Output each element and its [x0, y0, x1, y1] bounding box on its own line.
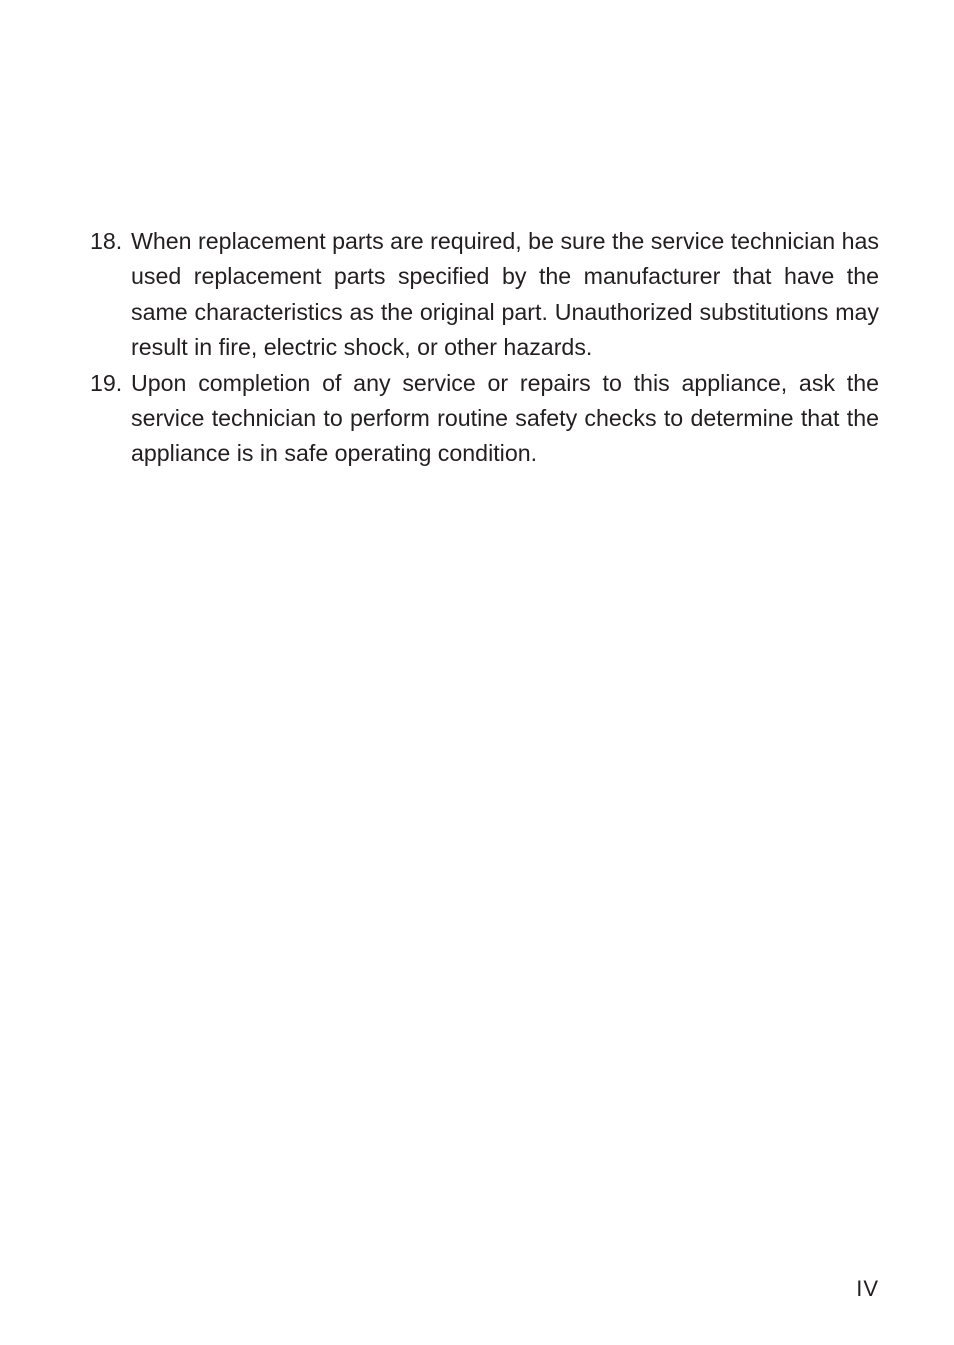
safety-instructions-list — [90, 224, 879, 472]
page-number: IV — [856, 1276, 879, 1301]
item-number: 18. — [90, 228, 123, 254]
item-text: When replacement parts are required, be sure the service technician has used replacement parts specified by the manufacturer that have the same characteristics as the original part. Unauthorized substitutions may result in fire, electric shock, or other hazards. — [131, 228, 879, 361]
list-item-18 — [90, 224, 879, 366]
item-number: 19. — [90, 369, 123, 396]
list-item-19 — [90, 366, 879, 472]
item-text: Upon completion of any service or repairs to this appliance, ask the service technician to perform routine safety checks to determine that the appliance is in safe operating condition. — [131, 369, 879, 467]
